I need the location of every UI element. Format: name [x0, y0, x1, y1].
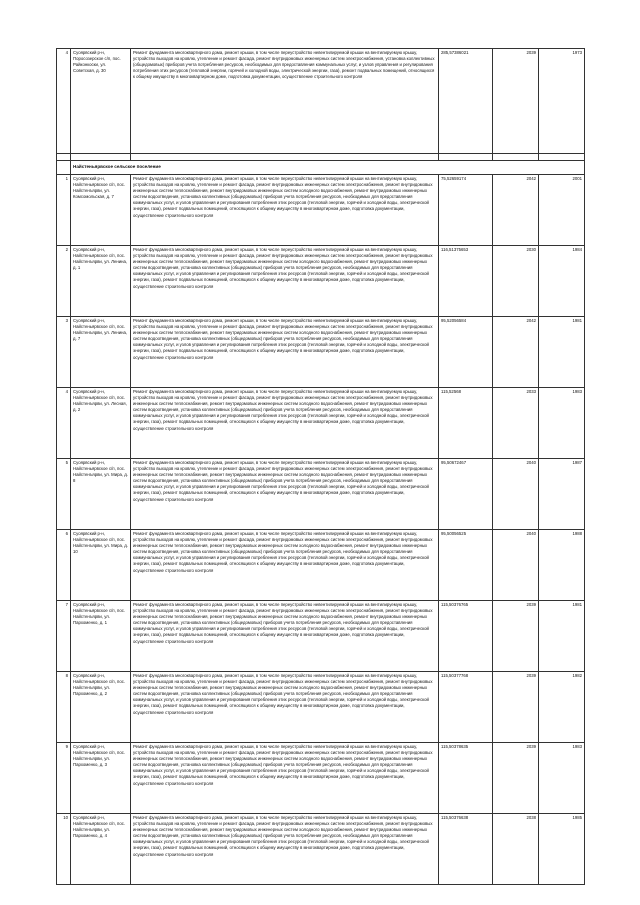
row-work-description: Ремонт фундамента многоквартирного дома, ремонт крыши, в том числе переустройство невентилируемой крыши на вентилируемую крышу, устройство выходов на кровлю, утепление и ремонт фасада, ремонт внутридомовых инженерных систем электроснабжения, установка коллективных (общедомовых) приборов учета потребления ресурсов, необходимых для предоставления коммунальных услуг, и узлов управления и регулирования потребления этих ресурсов (тепловой энергии, горячей и холодной воды, электрической энергии, газа), ремонт подвальных помещений, относящихся к общему имуществу в многоквартирном доме, подготовка документации, осуществление строительного контроля: [131, 49, 439, 154]
row-work-description: Ремонт фундамента многоквартирного дома, ремонт крыши, в том числе переустройство невентилируемой крыши на вентилируемую крышу, устройство выходов на кровлю, утепление и ремонт фасада, ремонт внутридомовых инженерных систем электроснабжения, ремонт внутридомовых инженерных систем теплоснабжения, ремонт внутридомовых инженерных систем холодного водоснабжения, ремонт внутридомовых инженерных систем водоотведения, установка коллективных (общедомовых) приборов учета потребления ресурсов, необходимых для предоставления коммунальных услуг, и узлов управления и регулирования потребления этих ресурсов (тепловой энергии, горячей и холодной воды, электрической энергии, газа), ремонт подвальных помещений, относящихся к общему имуществу в многоквартирном доме, подготовка документации, осуществление строительного контроля: [131, 388, 439, 459]
row-cost: 75,52659174: [439, 175, 493, 246]
row-address: Суоярвский р-н, Поросозерское с/п, пос. Райконкоски, ул. Советская, д. 30: [71, 49, 131, 154]
row-repair-year: 2039: [493, 672, 539, 743]
row-build-year: 1984: [539, 246, 585, 317]
row-build-year: 1982: [539, 672, 585, 743]
row-address: Суоярвский р-н, Найстеньярвское с/п, пос. Найстенъярви, ул. Ленина, д. 1: [71, 246, 131, 317]
row-address: Суоярвский р-н, Найстеньярвское с/п, пос. Найстенъярви, ул. Лесная, д. 2: [71, 388, 131, 459]
row-number: 5: [57, 459, 71, 530]
row-build-year: 1985: [539, 814, 585, 885]
row-address: Суоярвский р-н, Найстеньярвское с/п, пос. Найстенъярви, ул. Пархоменко, д. 1: [71, 601, 131, 672]
row-number: 4: [57, 49, 71, 154]
row-repair-year: 2039: [493, 49, 539, 154]
row-address: Суоярвский р-н, Найстеньярвское с/п, пос. Найстенъярви, ул. Ленина, д. 7: [71, 317, 131, 388]
table-row: [57, 175, 585, 246]
row-build-year: 1981: [539, 601, 585, 672]
table-row: [57, 246, 585, 317]
table-row: [57, 317, 585, 388]
row-address: Суоярвский р-н, Найстеньярвское с/п, пос. Найстенъярви, ул. Комсомольская, д. 7: [71, 175, 131, 246]
row-build-year: 1983: [539, 388, 585, 459]
row-repair-year: 2042: [493, 175, 539, 246]
row-number: 3: [57, 317, 71, 388]
row-repair-year: 2040: [493, 459, 539, 530]
row-cost: 285,57386021: [439, 49, 493, 154]
row-work-description: Ремонт фундамента многоквартирного дома, ремонт крыши, в том числе переустройство невентилируемой крыши на вентилируемую крышу, устройство выходов на кровлю, утепление и ремонт фасада, ремонт внутридомовых инженерных систем электроснабжения, ремонт внутридомовых инженерных систем теплоснабжения, ремонт внутридомовых инженерных систем холодного водоснабжения, ремонт внутридомовых инженерных систем водоотведения, установка коллективных (общедомовых) приборов учета потребления ресурсов, необходимых для предоставления коммунальных услуг, и узлов управления и регулирования потребления этих ресурсов (тепловой энергии, горячей и холодной воды, электрической энергии, газа), ремонт подвальных помещений, относящихся к общему имуществу в многоквартирном доме, подготовка документации, осуществление строительного контроля: [131, 246, 439, 317]
row-cost: 115,50377768: [439, 672, 493, 743]
row-number: 8: [57, 672, 71, 743]
row-build-year: 1981: [539, 317, 585, 388]
row-work-description: Ремонт фундамента многоквартирного дома, ремонт крыши, в том числе переустройство невентилируемой крыши на вентилируемую крышу, устройство выходов на кровлю, утепление и ремонт фасада, ремонт внутридомовых инженерных систем электроснабжения, ремонт внутридомовых инженерных систем теплоснабжения, ремонт внутридомовых инженерных систем холодного водоснабжения, ремонт внутридомовых инженерных систем водоотведения, установка коллективных (общедомовых) приборов учета потребления ресурсов, необходимых для предоставления коммунальных услуг, и узлов управления и регулирования потребления этих ресурсов (тепловой энергии, горячей и холодной воды, электрической энергии, газа), ремонт подвальных помещений, относящихся к общему имуществу в многоквартирном доме, подготовка документации, осуществление строительного контроля: [131, 601, 439, 672]
row-cost: 95,52056584: [439, 317, 493, 388]
row-number: 9: [57, 743, 71, 814]
row-address: Суоярвский р-н, Найстеньярвское с/п, пос. Найстенъярви, ул. Пархоменко, д. 3: [71, 743, 131, 814]
row-address: Суоярвский р-н, Найстеньярвское с/п, пос. Найстенъярви, ул. Мира, д. 10: [71, 530, 131, 601]
row-cost: 115,50376638: [439, 814, 493, 885]
row-work-description: Ремонт фундамента многоквартирного дома, ремонт крыши, в том числе переустройство невентилируемой крыши на вентилируемую крышу, устройство выходов на кровлю, утепление и ремонт фасада, ремонт внутридомовых инженерных систем электроснабжения, ремонт внутридомовых инженерных систем теплоснабжения, ремонт внутридомовых инженерных систем холодного водоснабжения, ремонт внутридомовых инженерных систем водоотведения, установка коллективных (общедомовых) приборов учета потребления ресурсов, необходимых для предоставления коммунальных услуг, и узлов управления и регулирования потребления этих ресурсов (тепловой энергии, горячей и холодной воды, электрической энергии, газа), ремонт подвальных помещений, относящихся к общему имуществу в многоквартирном доме, подготовка документации, осуществление строительного контроля: [131, 743, 439, 814]
row-cost: 115,50378635: [439, 743, 493, 814]
row-address: Суоярвский р-н, Найстеньярвское с/п, пос. Найстенъярви, ул. Пархоменко, д. 4: [71, 814, 131, 885]
row-repair-year: 2033: [493, 388, 539, 459]
capital-repair-table: [56, 48, 585, 885]
row-address: Суоярвский р-н, Найстеньярвское с/п, пос. Найстенъярви, ул. Пархоменко, д. 2: [71, 672, 131, 743]
table-row: [57, 743, 585, 814]
row-number: 10: [57, 814, 71, 885]
row-number: 2: [57, 246, 71, 317]
row-build-year: 1973: [539, 49, 585, 154]
row-work-description: Ремонт фундамента многоквартирного дома, ремонт крыши, в том числе переустройство невентилируемой крыши на вентилируемую крышу, устройство выходов на кровлю, утепление и ремонт фасада, ремонт внутридомовых инженерных систем электроснабжения, ремонт внутридомовых инженерных систем теплоснабжения, ремонт внутридомовых инженерных систем холодного водоснабжения, ремонт внутридомовых инженерных систем водоотведения, установка коллективных (общедомовых) приборов учета потребления ресурсов, необходимых для предоставления коммунальных услуг, и узлов управления и регулирования потребления этих ресурсов (тепловой энергии, горячей и холодной воды, электрической энергии, газа), ремонт подвальных помещений, относящихся к общему имуществу в многоквартирном доме, подготовка документации, осуществление строительного контроля: [131, 459, 439, 530]
row-number: 1: [57, 175, 71, 246]
row-repair-year: 2039: [493, 743, 539, 814]
table-row: [57, 601, 585, 672]
row-build-year: 1983: [539, 743, 585, 814]
document-page: [56, 48, 584, 885]
row-repair-year: 2038: [493, 814, 539, 885]
row-build-year: 1987: [539, 459, 585, 530]
row-number: 7: [57, 601, 71, 672]
row-build-year: 2001: [539, 175, 585, 246]
row-cost: 115,52568: [439, 388, 493, 459]
row-repair-year: 2039: [493, 601, 539, 672]
row-repair-year: 2040: [493, 530, 539, 601]
row-cost: 95,50056525: [439, 530, 493, 601]
row-repair-year: 2042: [493, 317, 539, 388]
table-row: [57, 459, 585, 530]
row-number: 6: [57, 530, 71, 601]
table-row: [57, 388, 585, 459]
section-row: [57, 161, 585, 175]
row-work-description: Ремонт фундамента многоквартирного дома, ремонт крыши, в том числе переустройство невентилируемой крыши на вентилируемую крышу, устройство выходов на кровлю, утепление и ремонт фасада, ремонт внутридомовых инженерных систем электроснабжения, ремонт внутридомовых инженерных систем теплоснабжения, ремонт внутридомовых инженерных систем холодного водоснабжения, ремонт внутридомовых инженерных систем водоотведения, установка коллективных (общедомовых) приборов учета потребления ресурсов, необходимых для предоставления коммунальных услуг, и узлов управления и регулирования потребления этих ресурсов (тепловой энергии, горячей и холодной воды, электрической энергии, газа), ремонт подвальных помещений, относящихся к общему имуществу в многоквартирном доме, подготовка документации, осуществление строительного контроля: [131, 317, 439, 388]
row-work-description: Ремонт фундамента многоквартирного дома, ремонт крыши, в том числе переустройство невентилируемой крыши на вентилируемую крышу, устройство выходов на кровлю, утепление и ремонт фасада, ремонт внутридомовых инженерных систем электроснабжения, ремонт внутридомовых инженерных систем теплоснабжения, ремонт внутридомовых инженерных систем холодного водоснабжения, ремонт внутридомовых инженерных систем водоотведения, установка коллективных (общедомовых) приборов учета потребления ресурсов, необходимых для предоставления коммунальных услуг, и узлов управления и регулирования потребления этих ресурсов (тепловой энергии, горячей и холодной воды, электрической энергии, газа), ремонт подвальных помещений, относящихся к общему имуществу в многоквартирном доме, подготовка документации, осуществление строительного контроля: [131, 814, 439, 885]
row-address: Суоярвский р-н, Найстеньярвское с/п, пос. Найстенъярви, ул. Мира, д. 8: [71, 459, 131, 530]
table-row: [57, 530, 585, 601]
table-row: [57, 672, 585, 743]
row-cost: 115,50376765: [439, 601, 493, 672]
row-work-description: Ремонт фундамента многоквартирного дома, ремонт крыши, в том числе переустройство невентилируемой крыши на вентилируемую крышу, устройство выходов на кровлю, утепление и ремонт фасада, ремонт внутридомовых инженерных систем электроснабжения, ремонт внутридомовых инженерных систем теплоснабжения, ремонт внутридомовых инженерных систем холодного водоснабжения, ремонт внутридомовых инженерных систем водоотведения, установка коллективных (общедомовых) приборов учета потребления ресурсов, необходимых для предоставления коммунальных услуг, и узлов управления и регулирования потребления этих ресурсов (тепловой энергии, горячей и холодной воды, электрической энергии, газа), ремонт подвальных помещений, относящихся к общему имуществу в многоквартирном доме, подготовка документации, осуществление строительного контроля: [131, 530, 439, 601]
row-repair-year: 2030: [493, 246, 539, 317]
table-row: [57, 49, 585, 154]
row-number: 4: [57, 388, 71, 459]
row-build-year: 1988: [539, 530, 585, 601]
row-work-description: Ремонт фундамента многоквартирного дома, ремонт крыши, в том числе переустройство невентилируемой крыши на вентилируемую крышу, устройство выходов на кровлю, утепление и ремонт фасада, ремонт внутридомовых инженерных систем электроснабжения, ремонт внутридомовых инженерных систем теплоснабжения, ремонт внутридомовых инженерных систем холодного водоснабжения, ремонт внутридомовых инженерных систем водоотведения, установка коллективных (общедомовых) приборов учета потребления ресурсов, необходимых для предоставления коммунальных услуг, и узлов управления и регулирования потребления этих ресурсов (тепловой энергии, горячей и холодной воды, электрической энергии, газа), ремонт подвальных помещений, относящихся к общему имуществу в многоквартирном доме, подготовка документации, осуществление строительного контроля: [131, 672, 439, 743]
row-work-description: Ремонт фундамента многоквартирного дома, ремонт крыши, в том числе переустройство невентилируемой крыши на вентилируемую крышу, устройство выходов на кровлю, утепление и ремонт фасада, ремонт внутридомовых инженерных систем электроснабжения, ремонт внутридомовых инженерных систем теплоснабжения, ремонт внутридомовых инженерных систем холодного водоснабжения, ремонт внутридомовых инженерных систем водоотведения, установка коллективных (общедомовых) приборов учета потребления ресурсов, необходимых для предоставления коммунальных услуг, и узлов управления и регулирования потребления этих ресурсов (тепловой энергии, горячей и холодной воды, электрической энергии, газа), ремонт подвальных помещений, относящихся к общему имуществу в многоквартирном доме, подготовка документации, осуществление строительного контроля: [131, 175, 439, 246]
section-title: Найстеньярвское сельское поселение: [71, 161, 585, 175]
table-row-empty: [57, 154, 585, 161]
row-cost: 95,50672467: [439, 459, 493, 530]
row-cost: 116,51375653: [439, 246, 493, 317]
table-row: [57, 814, 585, 885]
